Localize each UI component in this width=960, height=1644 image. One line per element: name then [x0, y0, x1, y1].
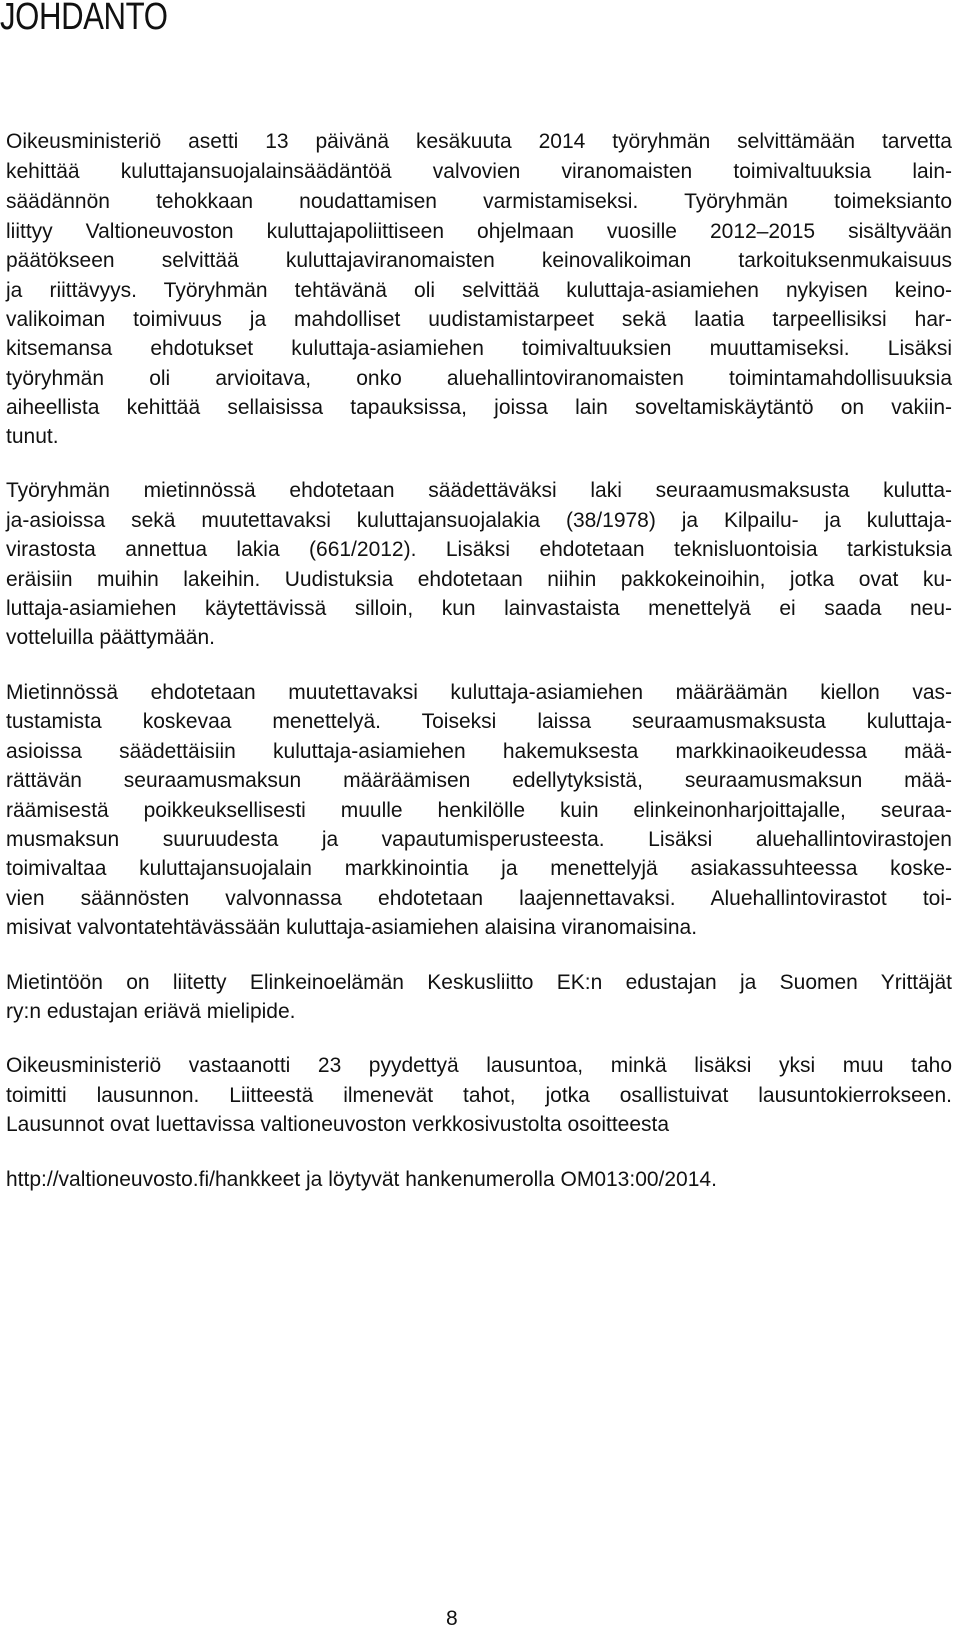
text-line: työryhmän oli arvioitava, onko aluehallintoviranomaisten toimintamahdollisuuksia	[6, 367, 952, 390]
text-line: rättävän seuraamusmaksun määräämisen edellytyksistä, seuraamusmaksun mää-	[6, 769, 952, 792]
text-line: räämisestä poikkeuksellisesti muulle henkilölle kuin elinkeinonharjoittajalle, seuraa-	[6, 799, 952, 822]
text-line: säädännön tehokkaan noudattamisen varmistamiseksi. Työryhmän toimeksianto	[6, 190, 952, 213]
text-line: Työryhmän mietinnössä ehdotetaan säädettäväksi laki seuraamusmaksusta kulutta-	[6, 479, 952, 502]
text-line: Lausunnot ovat luettavissa valtioneuvoston verkkosivustolta osoitteesta	[6, 1113, 670, 1136]
text-line: liittyy Valtioneuvoston kuluttajapoliittiseen ohjelmaan vuosille 2012–2015 sisältyvään	[6, 220, 952, 243]
text-line: aiheellista kehittää sellaisissa tapauksissa, joissa lain soveltamiskäytäntö on vakiin-	[6, 396, 952, 419]
text-line: eräisiin muihin lakeihin. Uudistuksia ehdotetaan niihin pakkokeinoihin, jotka ovat ku-	[6, 568, 952, 591]
text-line: luttaja-asiamiehen käytettävissä silloin, kun lainvastaista menettelyä ei saada neu-	[6, 597, 952, 620]
text-line: päätökseen selvittää kuluttajaviranomaisten keinovalikoiman tarkoituksenmukaisuus	[6, 249, 952, 272]
page-title: JOHDANTO	[0, 0, 168, 38]
page-number: 8	[446, 1607, 458, 1630]
text-line: ry:n edustajan eriävä mielipide.	[6, 1000, 296, 1023]
text-line: toimitti lausunnon. Liitteestä ilmenevät tahot, jotka osallistuivat lausuntokierrokseen.	[6, 1084, 952, 1107]
text-line: votteluilla päättymään.	[6, 626, 215, 649]
text-line: virastosta annettua lakia (661/2012). Lisäksi ehdotetaan teknisluontoisia tarkistuksia	[6, 538, 952, 561]
text-line: Mietinnössä ehdotetaan muutettavaksi kuluttaja-asiamiehen määräämän kiellon vas-	[6, 681, 952, 704]
url-line: http://valtioneuvosto.fi/hankkeet ja löytyvät hankenumerolla OM013:00/2014.	[6, 1168, 717, 1191]
text-line: vien säännösten valvonnassa ehdotetaan laajennettavaksi. Aluehallintovirastot toi-	[6, 887, 952, 910]
text-line: ja riittävyys. Työryhmän tehtävänä oli selvittää kuluttaja-asiamiehen nykyisen keino-	[6, 279, 952, 302]
text-line: tustamista koskevaa menettelyä. Toiseksi laissa seuraamusmaksusta kuluttaja-	[6, 710, 952, 733]
text-line: Mietintöön on liitetty Elinkeinoelämän Keskusliitto EK:n edustajan ja Suomen Yrittäjät	[6, 971, 952, 994]
text-line: valikoiman toimivuus ja mahdolliset uudistamistarpeet sekä laatia tarpeellisiksi har-	[6, 308, 952, 331]
text-line: tunut.	[6, 425, 59, 448]
text-line: toimivaltaa kuluttajansuojalain markkinointia ja menettelyjä asiakassuhteessa koske-	[6, 857, 952, 880]
text-line: musmaksun suuruudesta ja vapautumisperusteesta. Lisäksi aluehallintovirastojen	[6, 828, 952, 851]
text-line: asioissa säädettäisiin kuluttaja-asiamiehen hakemuksesta markkinaoikeudessa mää-	[6, 740, 952, 763]
text-line: ja-asioissa sekä muutettavaksi kuluttajansuojalakia (38/1978) ja Kilpailu- ja kuluttaja-	[6, 509, 952, 532]
text-line: kehittää kuluttajansuojalainsäädäntöä valvovien viranomaisten toimivaltuuksia lain-	[6, 160, 952, 183]
text-line: kitsemansa ehdotukset kuluttaja-asiamiehen toimivaltuuksien muuttamiseksi. Lisäksi	[6, 337, 952, 360]
text-line: Oikeusministeriö vastaanotti 23 pyydettyä lausuntoa, minkä lisäksi yksi muu taho	[6, 1054, 952, 1077]
text-line: Oikeusministeriö asetti 13 päivänä kesäkuuta 2014 työryhmän selvittämään tarvetta	[6, 130, 952, 153]
text-line: misivat valvontatehtävässään kuluttaja-asiamiehen alaisina viranomaisina.	[6, 916, 698, 939]
